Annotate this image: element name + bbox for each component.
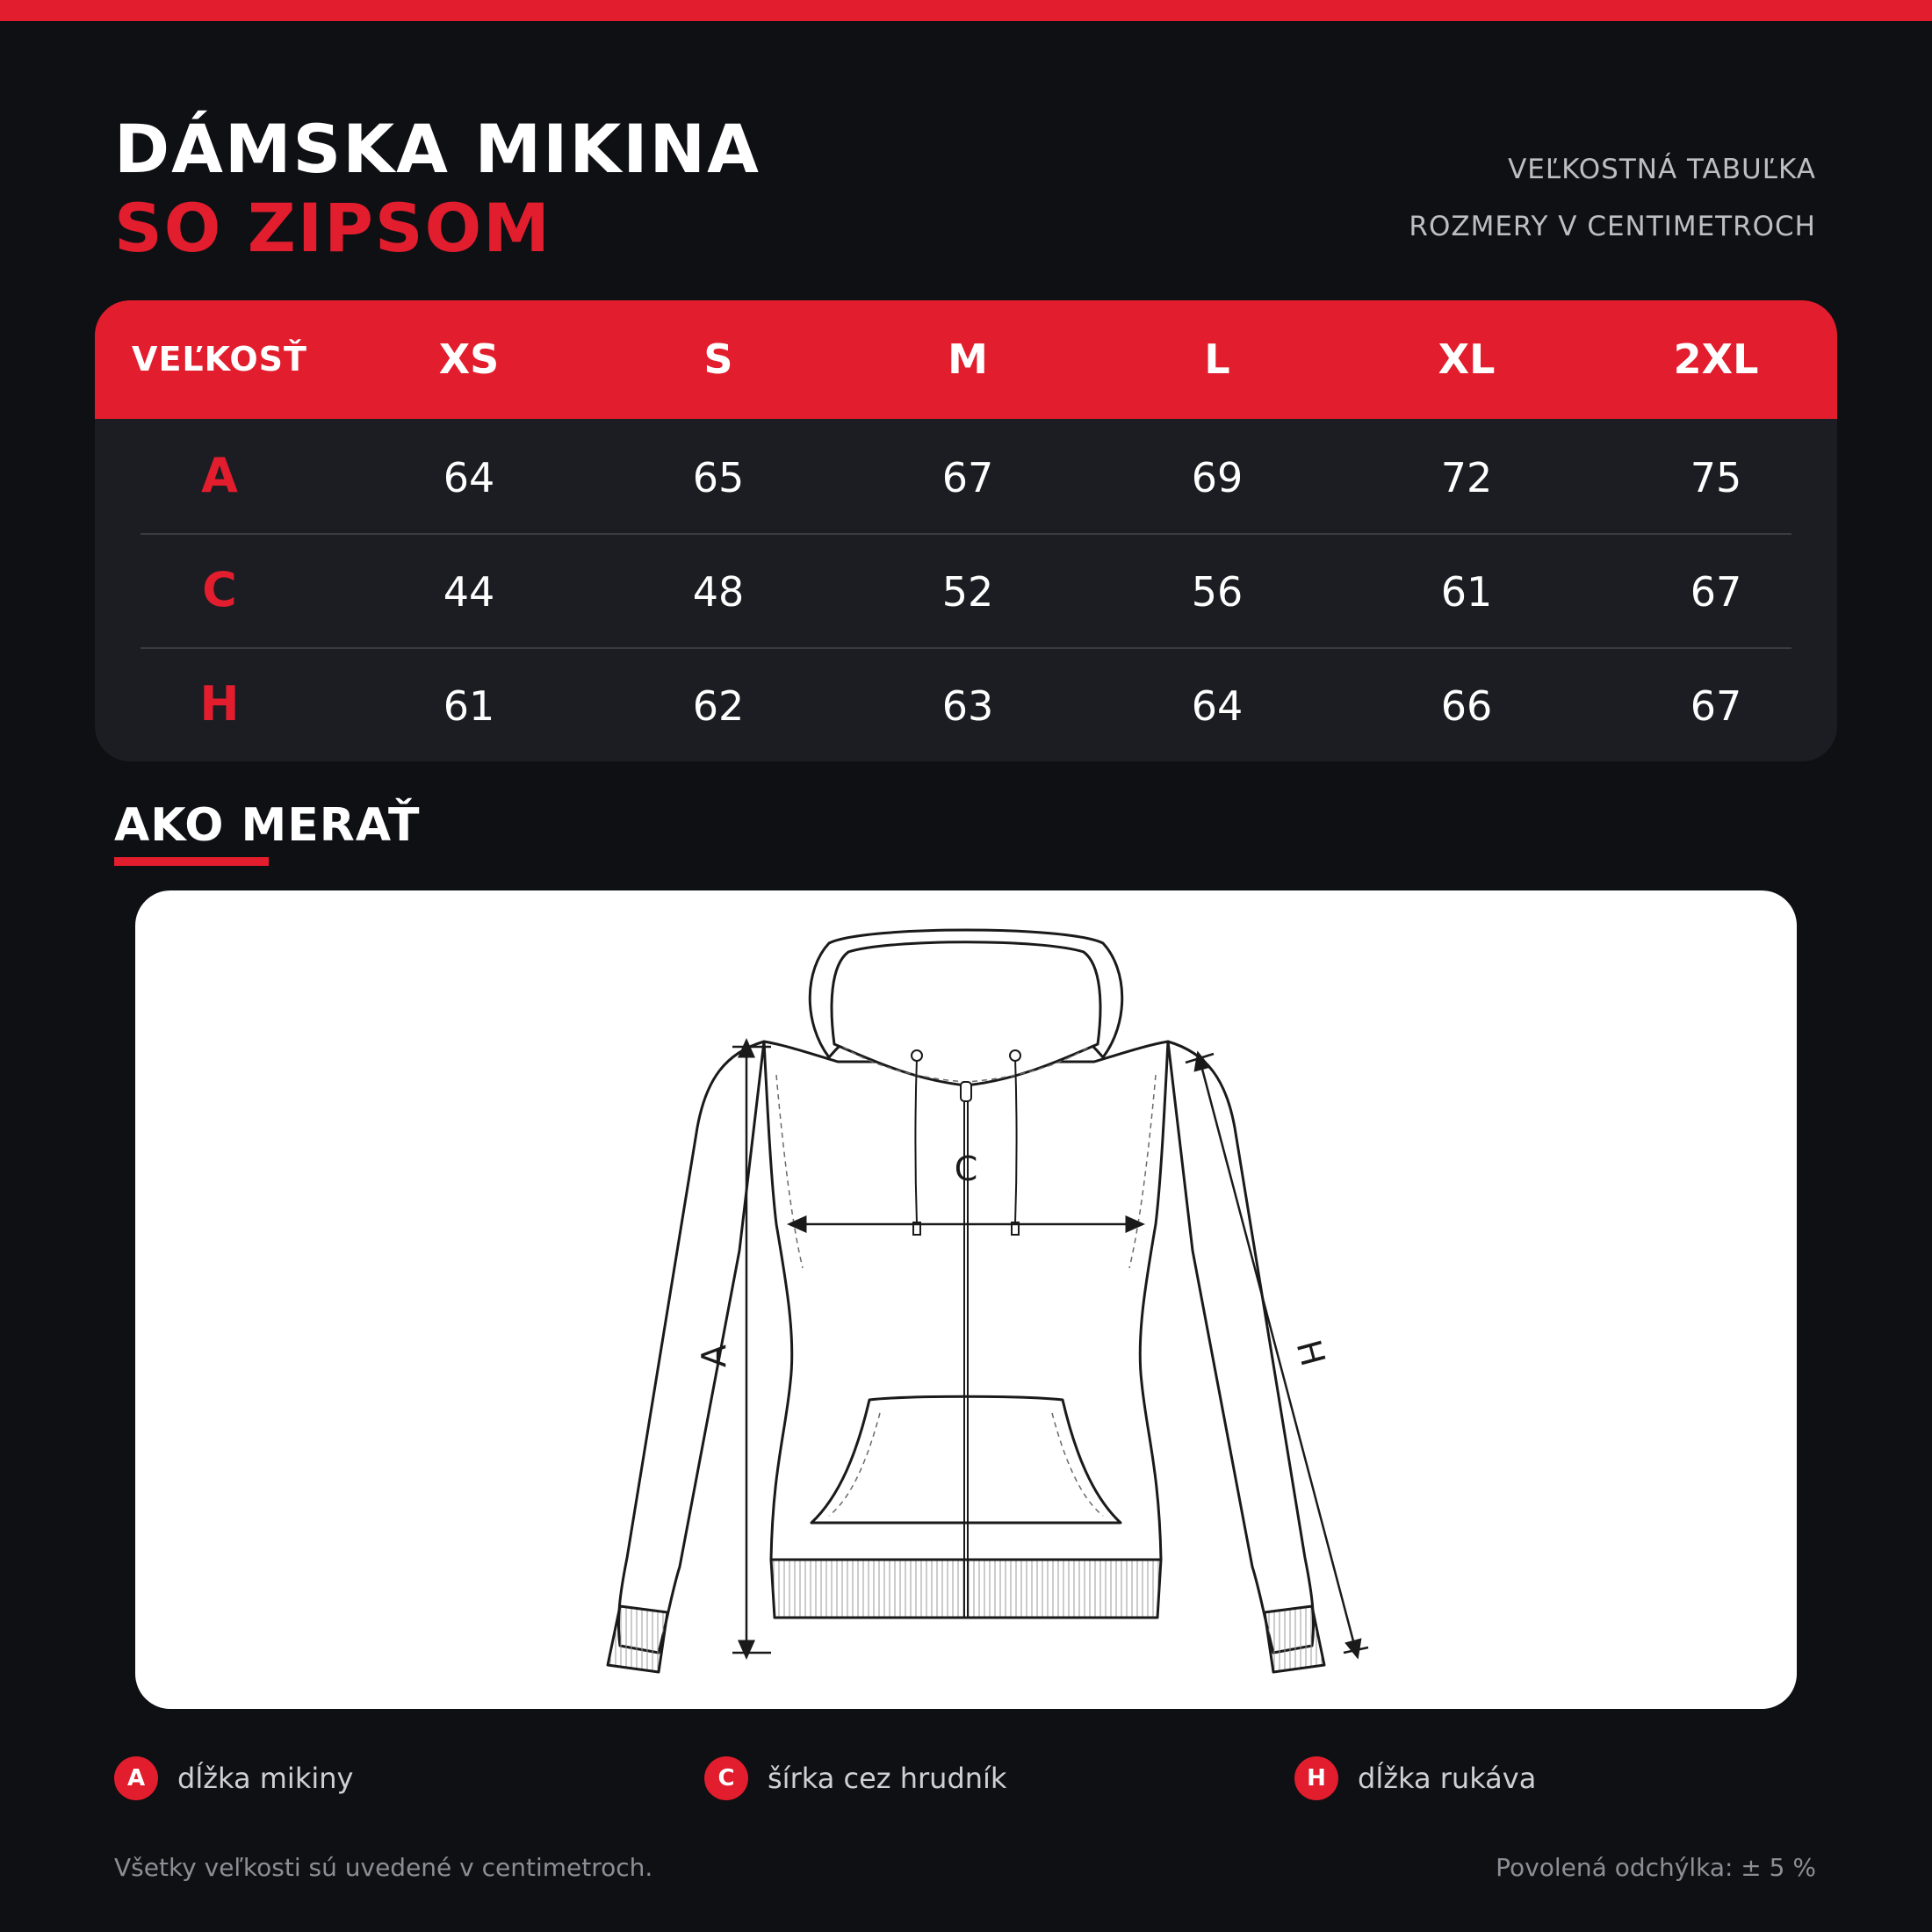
table-cell: 64: [443, 454, 495, 501]
measurement-diagram-panel: [135, 890, 1797, 1709]
how-to-measure-heading: AKO MERAŤ: [114, 799, 421, 852]
table-cell: 48: [692, 568, 745, 616]
measure-label: H: [199, 676, 240, 732]
legend-text: dĺžka rukáva: [1358, 1762, 1537, 1795]
subtitle-size-chart: VEĽKOSTNÁ TABUĽKA: [1508, 154, 1816, 185]
legend-badge: H: [1294, 1756, 1338, 1800]
table-cell: 56: [1191, 568, 1244, 616]
table-cell: 61: [443, 682, 495, 730]
footer-note: Všetky veľkosti sú uvedené v centimetroch.: [114, 1853, 653, 1882]
legend-item-chest-width: [704, 1755, 1006, 1802]
legend-badge: A: [114, 1756, 158, 1800]
page-title: DÁMSKA MIKINA: [114, 110, 761, 188]
table-cell: 61: [1440, 568, 1493, 616]
table-row: [95, 419, 1837, 533]
table-cell: 64: [1191, 682, 1244, 730]
legend-item-length: [114, 1755, 353, 1802]
subtitle-units: ROZMERY V CENTIMETROCH: [1409, 211, 1816, 242]
zip-hoodie-icon: [135, 890, 1797, 1709]
measure-label: C: [202, 562, 237, 617]
table-cell: 67: [1690, 682, 1742, 730]
size-header: S: [703, 335, 733, 383]
measure-label: A: [201, 448, 238, 503]
size-table-header: [95, 300, 1837, 419]
size-header: L: [1204, 335, 1230, 383]
table-cell: 44: [443, 568, 495, 616]
table-cell: 52: [941, 568, 994, 616]
size-header: XL: [1438, 335, 1496, 383]
table-cell: 75: [1690, 454, 1742, 501]
size-table: [95, 300, 1837, 761]
page-title-accent: SO ZIPSOM: [114, 189, 551, 267]
table-cell: 69: [1191, 454, 1244, 501]
table-cell: 67: [1690, 568, 1742, 616]
legend-item-sleeve-length: [1294, 1755, 1536, 1802]
table-cell: 66: [1440, 682, 1493, 730]
table-cell: 63: [941, 682, 994, 730]
legend-text: šírka cez hrudník: [768, 1762, 1007, 1795]
size-header: XS: [438, 335, 500, 383]
size-header: M: [948, 335, 988, 383]
heading-underline: [114, 857, 269, 866]
table-row: [95, 533, 1837, 647]
table-cell: 67: [941, 454, 994, 501]
top-accent-bar: [0, 0, 1932, 21]
legend-text: dĺžka mikiny: [177, 1762, 354, 1795]
size-column-label: VEĽKOSŤ: [132, 340, 307, 378]
table-cell: 72: [1440, 454, 1493, 501]
diagram-label-a: A: [695, 1344, 733, 1367]
size-header: 2XL: [1673, 335, 1759, 383]
table-row: [95, 647, 1837, 761]
table-cell: 65: [692, 454, 745, 501]
table-cell: 62: [692, 682, 745, 730]
diagram-label-c: C: [954, 1150, 978, 1188]
diagram-label-h: H: [1288, 1336, 1333, 1371]
footer-tolerance: Povolená odchýlka: ± 5 %: [1496, 1853, 1816, 1882]
legend-badge: C: [704, 1756, 748, 1800]
